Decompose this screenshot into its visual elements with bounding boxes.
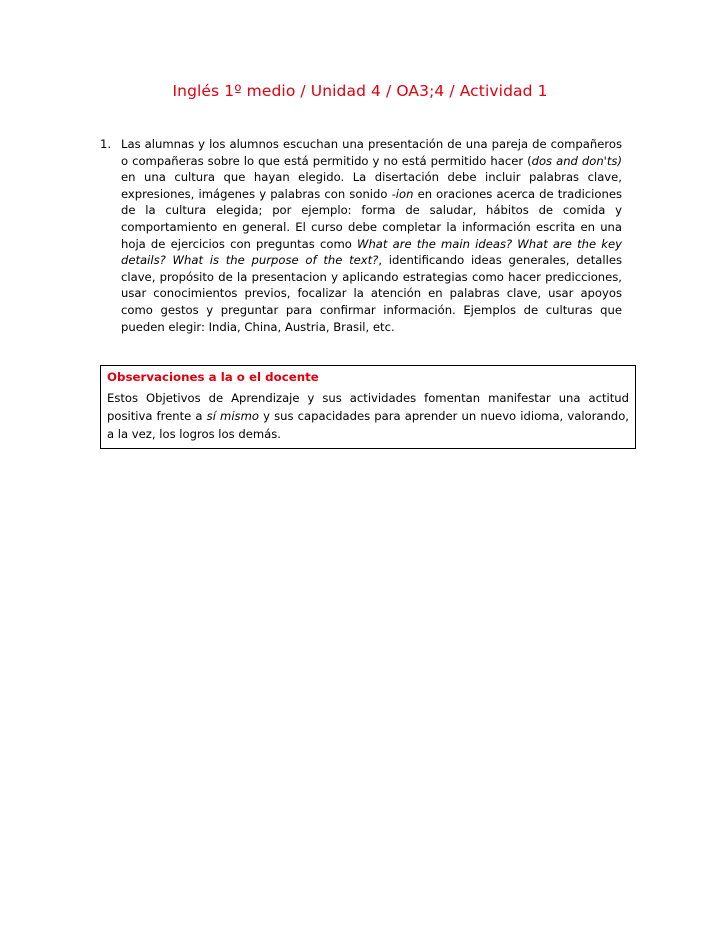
activity-text — [121, 137, 622, 334]
list-item — [100, 136, 622, 335]
activity-text-part-4: , identificando ideas generales, detalles clave, propósito de la presentacion y aplicando estrategias como hacer predicciones, usar conocimientos previos, focalizar la atención en palabras clave, usar apoyos como gestos y preguntar para confirmar información. Ejemplos de culturas que pueden elegir: India, China, Austria, Brasil, etc. — [121, 253, 622, 334]
observations-text-part-1: Estos Objetivos de Aprendizaje y sus actividades fomentan manifestar una actitud positiva frente a — [107, 391, 629, 423]
observations-box — [100, 365, 636, 449]
observations-text — [107, 389, 629, 443]
example-questions: What are the main ideas? What are the key details? What is the purpose of the text? — [121, 236, 622, 268]
activity-list — [100, 136, 622, 335]
page-title: Inglés 1º medio / Unidad 4 / OA3;4 / Actividad 1 — [172, 82, 548, 100]
activity-text-part-3: en oraciones acerca de tradiciones de la cultura elegida; por ejemplo: forma de saludar, hábitos de comida y comportamiento en general. El curso debe completar la información escrita en una hoja de ejercicios con preguntas como — [121, 186, 622, 251]
observations-text-part-2: y sus capacidades para aprender un nuevo idioma, valorando, a la vez, los logros los demás. — [107, 409, 629, 441]
activity-text-part-1: Las alumnas y los alumnos escuchan una presentación de una pareja de compañeros o compañeras sobre lo que está permitido y no está permitido hacer ( — [121, 137, 622, 168]
ion-sound-term: -ion — [391, 186, 414, 201]
dos-and-donts-term: dos and don'ts) — [531, 153, 622, 168]
list-item-number: 1. — [100, 137, 112, 151]
observations-emphasis: sí mismo — [206, 409, 259, 423]
activity-text-part-2: en una cultura que hayan elegido. La disertación debe incluir palabras clave, expresiones, imágenes y palabras con sonido — [121, 170, 622, 201]
observations-title: Observaciones a la o el docente — [107, 370, 319, 384]
